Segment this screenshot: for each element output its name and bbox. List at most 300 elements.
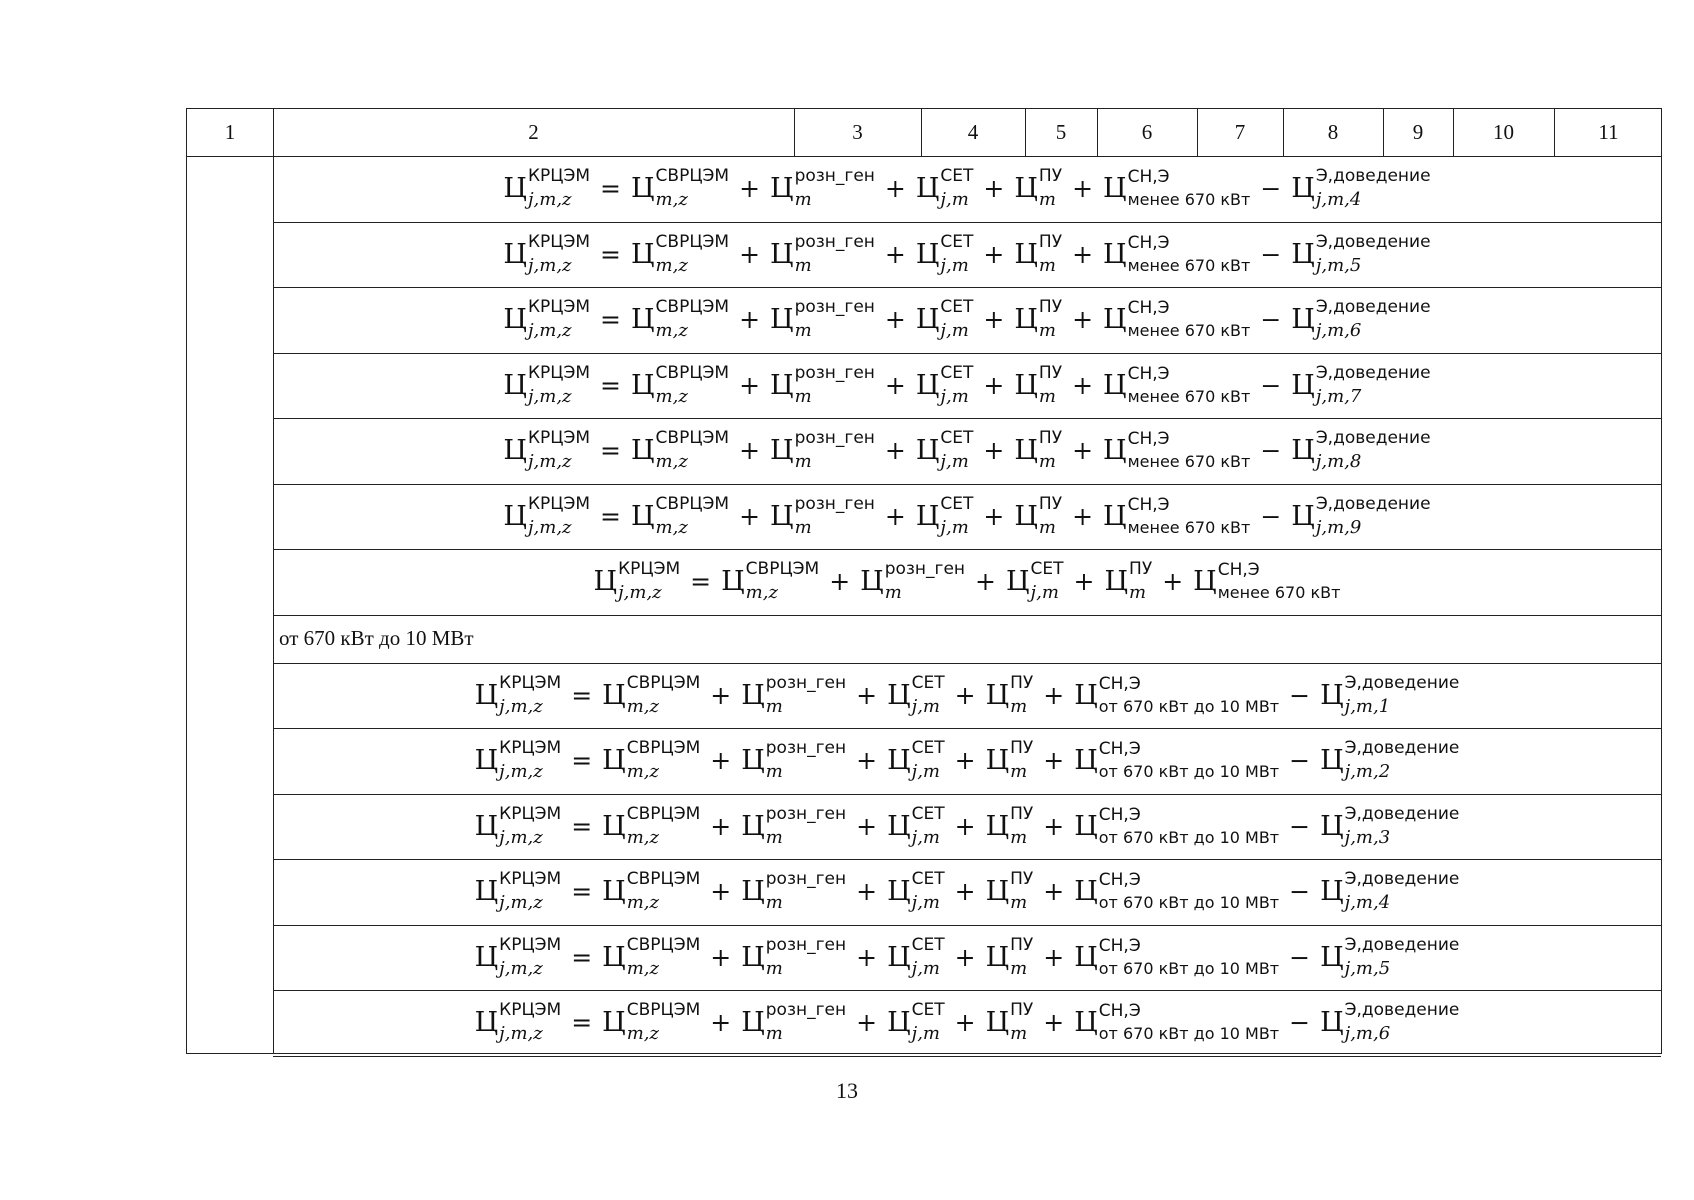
operator: + bbox=[884, 370, 906, 400]
price-symbol: Ц bbox=[503, 435, 527, 467]
price-symbol: Ц bbox=[1103, 173, 1127, 205]
svrcem-term-superscript: СВРЦЭМ bbox=[626, 934, 701, 955]
price-symbol: Ц bbox=[770, 500, 794, 532]
set-term-superscript: СЕТ bbox=[911, 869, 945, 890]
header-cell: 3 bbox=[852, 120, 863, 144]
set-term-superscript: СЕТ bbox=[940, 362, 974, 383]
rozn-gen-term-superscript: розн_ген bbox=[765, 869, 847, 890]
operator: + bbox=[1072, 174, 1094, 204]
svrcem-term-subscript: m,z bbox=[655, 189, 688, 211]
lhs-term-superscript: КРЦЭМ bbox=[527, 362, 591, 383]
rozn-gen-term bbox=[770, 493, 875, 538]
dovedenie-term-subscript: j,m,4 bbox=[1344, 892, 1391, 914]
operator: + bbox=[710, 746, 732, 776]
operator: − bbox=[1260, 239, 1282, 269]
pu-term-scripts bbox=[1038, 297, 1063, 342]
svrcem-term-superscript: СВРЦЭМ bbox=[655, 231, 730, 252]
price-symbol: Ц bbox=[630, 238, 655, 270]
dovedenie-term-superscript: Э,доведение bbox=[1344, 1000, 1460, 1021]
set-term-scripts bbox=[940, 493, 974, 538]
dovedenie-term-subscript: j,m,5 bbox=[1344, 957, 1391, 979]
svrcem-term-subscript: m,z bbox=[655, 516, 688, 538]
pu-term bbox=[1014, 362, 1063, 407]
operator: − bbox=[1260, 174, 1282, 204]
pu-term bbox=[985, 738, 1034, 783]
sn-term-scripts bbox=[1127, 232, 1251, 275]
price-symbol: Ц bbox=[593, 566, 618, 598]
rozn-gen-term-subscript: m bbox=[765, 695, 783, 717]
dovedenie-term-subscript: j,m,7 bbox=[1315, 385, 1362, 407]
dovedenie-term bbox=[1320, 672, 1460, 717]
price-symbol: Ц bbox=[503, 369, 527, 401]
set-term-superscript: СЕТ bbox=[911, 1000, 945, 1021]
operator: + bbox=[884, 436, 906, 466]
dovedenie-term-scripts bbox=[1344, 672, 1460, 717]
lhs-term-subscript: j,m,z bbox=[618, 582, 662, 604]
set-term-subscript: j,m bbox=[911, 695, 940, 717]
operator: + bbox=[884, 501, 906, 531]
price-symbol: Ц bbox=[503, 173, 527, 205]
lhs-term-scripts bbox=[527, 297, 591, 342]
operator: = bbox=[571, 680, 593, 710]
set-term-scripts bbox=[911, 934, 945, 979]
operator: − bbox=[1289, 942, 1311, 972]
lhs-term-superscript: КРЦЭМ bbox=[527, 231, 591, 252]
pu-term-scripts bbox=[1038, 493, 1063, 538]
price-symbol: Ц bbox=[1074, 941, 1098, 973]
lhs-term-scripts bbox=[499, 738, 562, 783]
rozn-gen-term-superscript: розн_ген bbox=[765, 803, 847, 824]
price-symbol: Ц bbox=[630, 369, 655, 401]
formula-row bbox=[273, 663, 1661, 729]
header-cell: 7 bbox=[1234, 120, 1246, 144]
lhs-term-subscript: j,m,z bbox=[499, 1023, 543, 1045]
set-term-scripts bbox=[911, 803, 945, 848]
operator: + bbox=[983, 174, 1005, 204]
rozn-gen-term-superscript: розн_ген bbox=[794, 166, 875, 187]
price-symbol: Ц bbox=[1291, 500, 1315, 532]
rozn-gen-term-superscript: розн_ген bbox=[765, 934, 847, 955]
pu-term-scripts bbox=[1038, 166, 1063, 211]
dovedenie-term-subscript: j,m,5 bbox=[1315, 254, 1362, 276]
price-symbol: Ц bbox=[474, 1007, 499, 1039]
lhs-term bbox=[503, 231, 591, 276]
svrcem-term-subscript: m,z bbox=[745, 582, 778, 604]
sn-term bbox=[1074, 1001, 1280, 1044]
operator: + bbox=[739, 239, 761, 269]
price-symbol: Ц bbox=[741, 810, 765, 842]
sn-term-superscript: СН,Э bbox=[1127, 429, 1170, 450]
pu-term-subscript: m bbox=[1010, 892, 1028, 914]
price-symbol: Ц bbox=[1074, 876, 1098, 908]
dovedenie-term bbox=[1291, 493, 1431, 538]
rozn-gen-term-scripts bbox=[765, 738, 847, 783]
operator: + bbox=[710, 877, 732, 907]
rozn-gen-term-superscript: розн_ген bbox=[765, 1000, 847, 1021]
operator: + bbox=[739, 174, 761, 204]
pu-term bbox=[1104, 559, 1153, 604]
sn-term bbox=[1074, 739, 1280, 782]
rozn-gen-term-superscript: розн_ген bbox=[794, 362, 875, 383]
rozn-gen-term-superscript: розн_ген bbox=[794, 231, 875, 252]
price-symbol: Ц bbox=[985, 941, 1010, 973]
svrcem-term-subscript: m,z bbox=[626, 761, 659, 783]
price-symbol: Ц bbox=[770, 369, 794, 401]
price-symbol: Ц bbox=[503, 238, 527, 270]
operator: + bbox=[710, 1008, 732, 1038]
svrcem-term bbox=[602, 803, 701, 848]
price-symbol: Ц bbox=[630, 500, 655, 532]
price-symbol: Ц bbox=[630, 435, 655, 467]
dovedenie-term-superscript: Э,доведение bbox=[1315, 362, 1431, 383]
operator: + bbox=[710, 942, 732, 972]
lhs-term-subscript: j,m,z bbox=[527, 254, 572, 276]
lhs-term bbox=[474, 1000, 562, 1045]
rozn-gen-term-scripts bbox=[794, 428, 875, 473]
operator: + bbox=[1072, 501, 1094, 531]
lhs-term-scripts bbox=[527, 166, 591, 211]
price-symbol: Ц bbox=[1320, 679, 1344, 711]
set-term-subscript: j,m bbox=[911, 826, 940, 848]
dovedenie-term-scripts bbox=[1344, 934, 1460, 979]
header-cell: 9 bbox=[1412, 120, 1424, 144]
sn-term-scripts bbox=[1098, 1001, 1280, 1044]
price-formula bbox=[474, 738, 1460, 783]
dovedenie-term-scripts bbox=[1315, 297, 1431, 342]
sn-term-scripts bbox=[1127, 363, 1251, 406]
lhs-term-scripts bbox=[499, 1000, 562, 1045]
lhs-term-superscript: КРЦЭМ bbox=[618, 559, 681, 580]
rozn-gen-term bbox=[860, 559, 966, 604]
operator: + bbox=[954, 680, 976, 710]
pu-term bbox=[1014, 428, 1063, 473]
set-term bbox=[887, 1000, 945, 1045]
set-term-superscript: СЕТ bbox=[911, 803, 945, 824]
price-symbol: Ц bbox=[985, 876, 1010, 908]
operator: + bbox=[739, 501, 761, 531]
price-formula bbox=[503, 231, 1431, 276]
set-term-superscript: СЕТ bbox=[940, 428, 974, 449]
price-symbol: Ц bbox=[1006, 566, 1030, 598]
lhs-term-subscript: j,m,z bbox=[527, 516, 572, 538]
sn-term-subscript: менее 670 кВт bbox=[1127, 517, 1251, 537]
operator: + bbox=[954, 811, 976, 841]
lhs-term-superscript: КРЦЭМ bbox=[499, 803, 562, 824]
lhs-term-subscript: j,m,z bbox=[527, 320, 572, 342]
operator: + bbox=[739, 436, 761, 466]
lhs-term-superscript: КРЦЭМ bbox=[527, 428, 591, 449]
price-symbol: Ц bbox=[1320, 745, 1344, 777]
price-symbol: Ц bbox=[887, 810, 911, 842]
price-symbol: Ц bbox=[770, 304, 794, 336]
operator: + bbox=[983, 501, 1005, 531]
rozn-gen-term-scripts bbox=[884, 559, 966, 604]
price-symbol: Ц bbox=[985, 810, 1010, 842]
dovedenie-term-subscript: j,m,6 bbox=[1315, 320, 1362, 342]
lhs-term bbox=[503, 428, 591, 473]
pu-term-superscript: ПУ bbox=[1038, 493, 1063, 514]
price-symbol: Ц bbox=[985, 745, 1010, 777]
svrcem-term-superscript: СВРЦЭМ bbox=[655, 166, 730, 187]
price-symbol: Ц bbox=[474, 810, 499, 842]
dovedenie-term-scripts bbox=[1315, 428, 1431, 473]
svrcem-term-superscript: СВРЦЭМ bbox=[626, 1000, 701, 1021]
price-symbol: Ц bbox=[1291, 369, 1315, 401]
header-cell: 6 bbox=[1141, 120, 1153, 144]
rozn-gen-term-subscript: m bbox=[794, 189, 812, 211]
header-column-divider bbox=[1554, 109, 1555, 156]
pu-term-superscript: ПУ bbox=[1010, 803, 1034, 824]
dovedenie-term-scripts bbox=[1315, 493, 1431, 538]
price-symbol: Ц bbox=[602, 810, 626, 842]
group-label: от 670 кВт до 10 МВт bbox=[279, 626, 474, 650]
svrcem-term-subscript: m,z bbox=[655, 320, 688, 342]
sn-term-superscript: СН,Э bbox=[1127, 232, 1170, 253]
price-symbol: Ц bbox=[915, 369, 940, 401]
operator: = bbox=[600, 239, 621, 269]
dovedenie-term bbox=[1291, 231, 1431, 276]
svrcem-term bbox=[630, 428, 730, 473]
set-term-scripts bbox=[911, 1000, 945, 1045]
operator: + bbox=[954, 942, 976, 972]
rozn-gen-term bbox=[741, 1000, 847, 1045]
operator: + bbox=[856, 877, 878, 907]
header-cell: 2 bbox=[528, 120, 539, 144]
lhs-term bbox=[474, 934, 562, 979]
dovedenie-term-subscript: j,m,1 bbox=[1344, 695, 1391, 717]
rozn-gen-term-subscript: m bbox=[765, 892, 783, 914]
lhs-term-superscript: КРЦЭМ bbox=[499, 738, 562, 759]
dovedenie-term-subscript: j,m,6 bbox=[1344, 1023, 1391, 1045]
pu-term bbox=[985, 803, 1034, 848]
price-symbol: Ц bbox=[1074, 679, 1098, 711]
sn-term-subscript: от 670 кВт до 10 МВт bbox=[1098, 893, 1280, 913]
pu-term-subscript: m bbox=[1038, 451, 1056, 473]
rozn-gen-term-scripts bbox=[794, 493, 875, 538]
rozn-gen-term-subscript: m bbox=[794, 320, 812, 342]
operator: + bbox=[1072, 305, 1094, 335]
svrcem-term bbox=[602, 934, 701, 979]
dovedenie-term-scripts bbox=[1344, 1000, 1460, 1045]
set-term-superscript: СЕТ bbox=[1030, 559, 1064, 580]
header-column-divider bbox=[1097, 109, 1098, 156]
price-symbol: Ц bbox=[1014, 304, 1038, 336]
header-cell: 11 bbox=[1598, 120, 1619, 144]
lhs-term bbox=[503, 166, 591, 211]
pu-term-subscript: m bbox=[1010, 1023, 1028, 1045]
operator: + bbox=[1043, 942, 1065, 972]
rozn-gen-term-subscript: m bbox=[765, 957, 783, 979]
sn-term-subscript: менее 670 кВт bbox=[1127, 452, 1251, 472]
price-symbol: Ц bbox=[1320, 876, 1344, 908]
svrcem-term-superscript: СВРЦЭМ bbox=[655, 362, 730, 383]
price-symbol: Ц bbox=[770, 435, 794, 467]
rozn-gen-term-subscript: m bbox=[884, 582, 902, 604]
operator: + bbox=[1072, 436, 1094, 466]
dovedenie-term-superscript: Э,доведение bbox=[1344, 738, 1460, 759]
lhs-term-superscript: КРЦЭМ bbox=[499, 672, 562, 693]
dovedenie-term-scripts bbox=[1315, 362, 1431, 407]
rozn-gen-term-scripts bbox=[765, 869, 847, 914]
dovedenie-term-scripts bbox=[1344, 738, 1460, 783]
set-term-subscript: j,m bbox=[911, 1023, 940, 1045]
operator: = bbox=[600, 436, 621, 466]
operator: + bbox=[1043, 680, 1065, 710]
sn-term-subscript: от 670 кВт до 10 МВт bbox=[1098, 827, 1280, 847]
pu-term-subscript: m bbox=[1038, 385, 1056, 407]
page-number: 13 bbox=[836, 1078, 858, 1103]
operator: + bbox=[856, 942, 878, 972]
operator: − bbox=[1289, 680, 1311, 710]
dovedenie-term bbox=[1320, 738, 1460, 783]
header-column-divider bbox=[1025, 109, 1026, 156]
operator: + bbox=[1043, 811, 1065, 841]
price-symbol: Ц bbox=[1014, 369, 1038, 401]
price-formula bbox=[474, 1000, 1460, 1045]
formula-row bbox=[273, 418, 1661, 484]
operator: + bbox=[983, 436, 1005, 466]
svrcem-term-scripts bbox=[626, 803, 701, 848]
pu-term bbox=[1014, 231, 1063, 276]
pu-term-superscript: ПУ bbox=[1010, 934, 1034, 955]
price-symbol: Ц bbox=[1291, 238, 1315, 270]
rozn-gen-term bbox=[741, 672, 847, 717]
formula-row bbox=[273, 794, 1661, 860]
set-term-subscript: j,m bbox=[940, 189, 969, 211]
operator: − bbox=[1289, 877, 1311, 907]
lhs-term bbox=[474, 803, 562, 848]
price-symbol: Ц bbox=[630, 173, 655, 205]
set-term bbox=[915, 493, 974, 538]
header-cell: 4 bbox=[967, 120, 979, 144]
rozn-gen-term-scripts bbox=[794, 166, 875, 211]
operator: + bbox=[884, 305, 906, 335]
operator: + bbox=[1072, 239, 1094, 269]
set-term-scripts bbox=[940, 428, 974, 473]
pu-term-scripts bbox=[1038, 231, 1063, 276]
svrcem-term-subscript: m,z bbox=[655, 254, 688, 276]
dovedenie-term-scripts bbox=[1344, 869, 1460, 914]
price-formula bbox=[503, 297, 1431, 342]
lhs-term-subscript: j,m,z bbox=[499, 695, 543, 717]
sn-term-subscript: менее 670 кВт bbox=[1127, 386, 1251, 406]
lhs-term-superscript: КРЦЭМ bbox=[499, 1000, 562, 1021]
lhs-term-superscript: КРЦЭМ bbox=[499, 934, 562, 955]
sn-term-scripts bbox=[1127, 494, 1251, 537]
lhs-term-subscript: j,m,z bbox=[499, 761, 543, 783]
operator: = bbox=[571, 746, 593, 776]
rozn-gen-term-superscript: розн_ген bbox=[765, 738, 847, 759]
sn-term-superscript: СН,Э bbox=[1098, 804, 1141, 825]
price-symbol: Ц bbox=[1291, 304, 1315, 336]
set-term-scripts bbox=[940, 166, 974, 211]
set-term-subscript: j,m bbox=[911, 761, 940, 783]
pu-term-subscript: m bbox=[1038, 320, 1056, 342]
set-term bbox=[887, 803, 945, 848]
price-formula bbox=[503, 428, 1431, 473]
price-symbol: Ц bbox=[1103, 500, 1127, 532]
operator: = bbox=[600, 174, 621, 204]
price-symbol: Ц bbox=[1103, 435, 1127, 467]
svrcem-term-scripts bbox=[655, 428, 730, 473]
svrcem-term-superscript: СВРЦЭМ bbox=[626, 869, 701, 890]
sn-term bbox=[1074, 870, 1280, 913]
pu-term-superscript: ПУ bbox=[1038, 362, 1063, 383]
sn-term-superscript: СН,Э bbox=[1098, 1001, 1141, 1022]
svrcem-term-superscript: СВРЦЭМ bbox=[655, 297, 730, 318]
svrcem-term-subscript: m,z bbox=[626, 957, 659, 979]
price-symbol: Ц bbox=[1320, 1007, 1344, 1039]
svrcem-term-superscript: СВРЦЭМ bbox=[745, 559, 820, 580]
rozn-gen-term bbox=[770, 231, 875, 276]
price-symbol: Ц bbox=[915, 238, 940, 270]
lhs-term-scripts bbox=[499, 869, 562, 914]
dovedenie-term bbox=[1320, 1000, 1460, 1045]
operator: + bbox=[710, 811, 732, 841]
sn-term bbox=[1074, 935, 1280, 978]
header-cell: 8 bbox=[1327, 120, 1339, 144]
price-formula bbox=[474, 869, 1460, 914]
pu-term-superscript: ПУ bbox=[1010, 672, 1034, 693]
operator: + bbox=[954, 1008, 976, 1038]
price-formula bbox=[503, 166, 1431, 211]
set-term-superscript: СЕТ bbox=[911, 738, 945, 759]
header-column-divider bbox=[1283, 109, 1284, 156]
price-symbol: Ц bbox=[474, 941, 499, 973]
operator: + bbox=[856, 1008, 878, 1038]
pu-term-scripts bbox=[1129, 559, 1153, 604]
set-term-subscript: j,m bbox=[911, 892, 940, 914]
header-cell: 5 bbox=[1055, 120, 1067, 144]
set-term-superscript: СЕТ bbox=[940, 297, 974, 318]
set-term-superscript: СЕТ bbox=[940, 493, 974, 514]
rozn-gen-term bbox=[770, 428, 875, 473]
svrcem-term bbox=[721, 559, 820, 604]
operator: = bbox=[571, 942, 593, 972]
operator: − bbox=[1289, 811, 1311, 841]
lhs-term-subscript: j,m,z bbox=[499, 957, 543, 979]
svrcem-term bbox=[602, 738, 701, 783]
sn-term bbox=[1103, 232, 1251, 275]
operator: + bbox=[856, 746, 878, 776]
pu-term-scripts bbox=[1010, 803, 1034, 848]
set-term-subscript: j,m bbox=[940, 451, 969, 473]
svrcem-term-superscript: СВРЦЭМ bbox=[626, 738, 701, 759]
operator: = bbox=[571, 811, 593, 841]
svrcem-term bbox=[602, 672, 701, 717]
set-term-scripts bbox=[940, 297, 974, 342]
operator: − bbox=[1260, 436, 1282, 466]
dovedenie-term bbox=[1291, 428, 1431, 473]
price-symbol: Ц bbox=[1014, 238, 1038, 270]
svrcem-term-subscript: m,z bbox=[626, 695, 659, 717]
set-term-subscript: j,m bbox=[940, 516, 969, 538]
operator: = bbox=[600, 370, 621, 400]
rozn-gen-term bbox=[741, 869, 847, 914]
set-term-scripts bbox=[911, 738, 945, 783]
operator: = bbox=[690, 567, 712, 597]
operator: − bbox=[1260, 501, 1282, 531]
lhs-term-subscript: j,m,z bbox=[527, 451, 572, 473]
dovedenie-term bbox=[1291, 297, 1431, 342]
operator: + bbox=[1043, 877, 1065, 907]
price-symbol: Ц bbox=[1103, 238, 1127, 270]
rozn-gen-term-scripts bbox=[765, 934, 847, 979]
svrcem-term bbox=[602, 1000, 701, 1045]
header-column-divider bbox=[1197, 109, 1198, 156]
set-term bbox=[1006, 559, 1064, 604]
price-symbol: Ц bbox=[985, 679, 1010, 711]
